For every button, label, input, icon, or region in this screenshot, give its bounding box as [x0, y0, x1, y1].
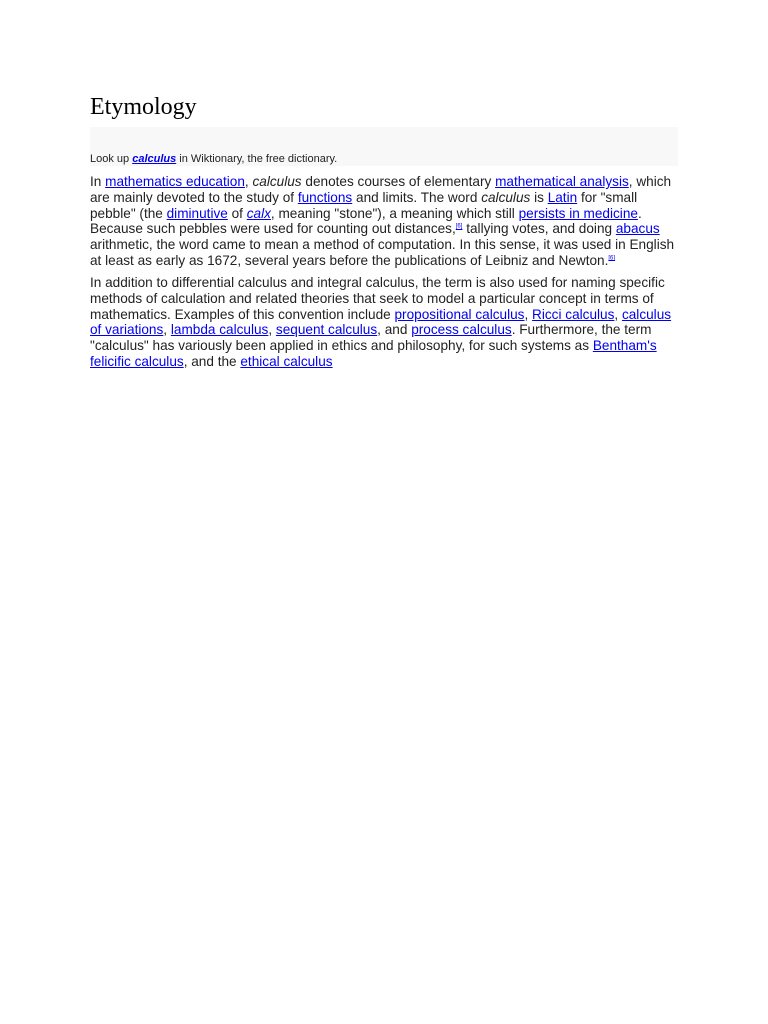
text: . Furthermore, the term "calculus" has variously been applied in ethics and philosophy, for such systems as — [90, 322, 652, 354]
ethical-calculus-link[interactable]: ethical calculus — [240, 353, 333, 369]
propositional-calculus-link[interactable]: propositional calculus — [394, 306, 525, 322]
calculus-term: calculus — [252, 174, 302, 189]
text: denotes courses of elementary — [301, 174, 496, 189]
text: , meaning "stone"), a meaning which still — [270, 205, 519, 221]
section-heading: Etymology — [90, 94, 197, 120]
text: , — [268, 322, 276, 338]
text: , and — [377, 322, 412, 338]
wiktionary-hatnote — [90, 127, 678, 166]
benthams-link[interactable]: Bentham's — [592, 338, 657, 354]
abacus-link[interactable]: abacus — [615, 221, 660, 237]
text: , — [163, 322, 171, 338]
text: for "small pebble" (the — [90, 189, 638, 221]
text: is — [530, 189, 548, 205]
ricci-calculus-link[interactable]: Ricci calculus — [532, 306, 615, 322]
calculus-of-variations-link[interactable]: calculus of variations — [90, 306, 672, 338]
text: of — [227, 205, 247, 221]
process-calculus-link[interactable]: process calculus — [411, 322, 512, 338]
reference-link[interactable]: [6] — [608, 255, 616, 262]
text: In — [90, 174, 106, 189]
text: . Because such pebbles were used for counting out distances, — [90, 205, 642, 237]
calx-link[interactable]: calx — [246, 205, 271, 221]
text: , which are mainly devoted to the study of — [90, 174, 672, 205]
latin-link[interactable]: Latin — [547, 189, 578, 205]
felicific-calculus-link[interactable]: felicific calculus — [90, 353, 184, 369]
lambda-calculus-link[interactable]: lambda calculus — [170, 322, 269, 338]
text: tallying votes, and doing — [462, 221, 616, 237]
sequent-calculus-link[interactable]: sequent calculus — [275, 322, 378, 338]
hatnote-suffix: in Wiktionary, the free dictionary. — [176, 153, 338, 165]
persists-in-medicine-link[interactable]: persists in medicine — [518, 205, 638, 221]
diminutive-link[interactable]: diminutive — [166, 205, 228, 221]
mathematics-education-link[interactable]: mathematics education — [105, 174, 245, 189]
text: , — [614, 306, 622, 322]
text: , — [244, 174, 253, 189]
calculus-term: calculus — [481, 189, 531, 205]
functions-link[interactable]: functions — [297, 189, 353, 205]
text: , — [524, 306, 533, 322]
text: and limits. The word — [352, 189, 482, 205]
reference-link[interactable]: [6] — [455, 223, 463, 230]
etymology-paragraph-1 — [90, 174, 682, 269]
etymology-paragraph-2 — [90, 275, 682, 370]
mathematical-analysis-link[interactable]: mathematical analysis — [495, 174, 629, 189]
wiktionary-calculus-link[interactable]: calculus — [132, 153, 177, 165]
text: arithmetic, the word came to mean a method of computation. In this sense, it was used in English at least as early as 1672, several years before the publications of Leibniz and Newton. — [90, 237, 675, 268]
text: In addition to differential calculus and integral calculus, the term is also used for naming specific methods of calculation and related theories that seek to model a particular concept in terms of mathematics. Examples of this convention include — [90, 275, 665, 322]
text: , and the — [183, 353, 241, 369]
hatnote-prefix: Look up — [90, 153, 133, 165]
